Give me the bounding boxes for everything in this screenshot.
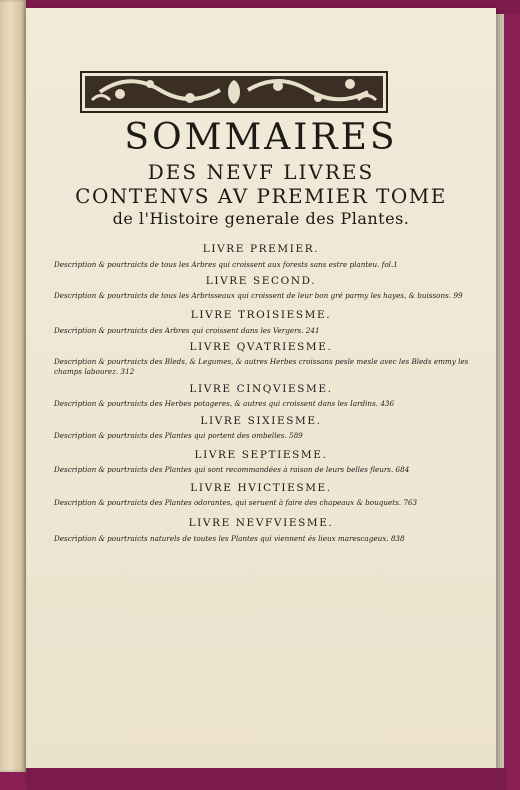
book-heading-7: LIVRE SEPTIESME. [194, 449, 328, 461]
book-description-6: Description & pourtraicts des Plantes qui portent des ombelles. 589 [54, 431, 303, 440]
book-description-2: Description & pourtraicts de tous les Arbrisseaux qui croissent de leur bon gré parmy les hayes, & buissons. 99 [54, 291, 463, 300]
book-cover-bottom [26, 768, 506, 790]
book-description-7: Description & pourtraicts des Plantes qui sont recommandées à raison de leurs belles fleurs. 684 [54, 465, 410, 474]
book-description-9: Description & pourtraicts naturels de toutes les Plantes qui viennent és lieux marescageux. 838 [54, 534, 405, 543]
book-description-8: Description & pourtraicts des Plantes odorantes, qui seruent à faire des chapeaux & bouquets. 763 [54, 498, 418, 507]
ornamental-headpiece [80, 70, 388, 114]
book-description-1: Description & pourtraicts de tous les Arbres qui croissent aux forests sans estre planteu. fol.1 [54, 260, 398, 269]
book-description-3: Description & pourtraicts des Arbres qui croissent dans les Vergers. 241 [54, 326, 320, 335]
title-line-2: DES NEVF LIVRES [147, 160, 375, 184]
title-line-3: CONTENVS AV PREMIER TOME [75, 184, 447, 208]
book-description-4: Description & pourtraicts des Bleds, & Legumes, & autres Herbes croissans pesle mesle avec les Bleds emmy les champs labourez. 312 [54, 357, 469, 376]
book-heading-4: LIVRE QVATRIESME. [189, 341, 333, 353]
page-edges [496, 14, 504, 770]
title-main: SOMMAIRES [124, 117, 398, 158]
title-line-4: de l'Histoire generale des Plantes. [112, 209, 410, 228]
book-spine [0, 0, 26, 772]
book-heading-8: LIVRE HVICTIESME. [190, 482, 332, 494]
book-description-5: Description & pourtraicts des Herbes potageres, & autres qui croissent dans les Iardins. 436 [54, 399, 395, 408]
book-heading-2: LIVRE SECOND. [205, 275, 317, 287]
book-heading-9: LIVRE NEVFVIESME. [188, 517, 334, 529]
book-heading-5: LIVRE CINQVIESME. [189, 383, 333, 395]
book-heading-6: LIVRE SIXIESME. [200, 415, 322, 427]
book-heading-3: LIVRE TROISIESME. [190, 309, 332, 321]
book-page [26, 8, 496, 774]
book-heading-1: LIVRE PREMIER. [202, 243, 320, 255]
